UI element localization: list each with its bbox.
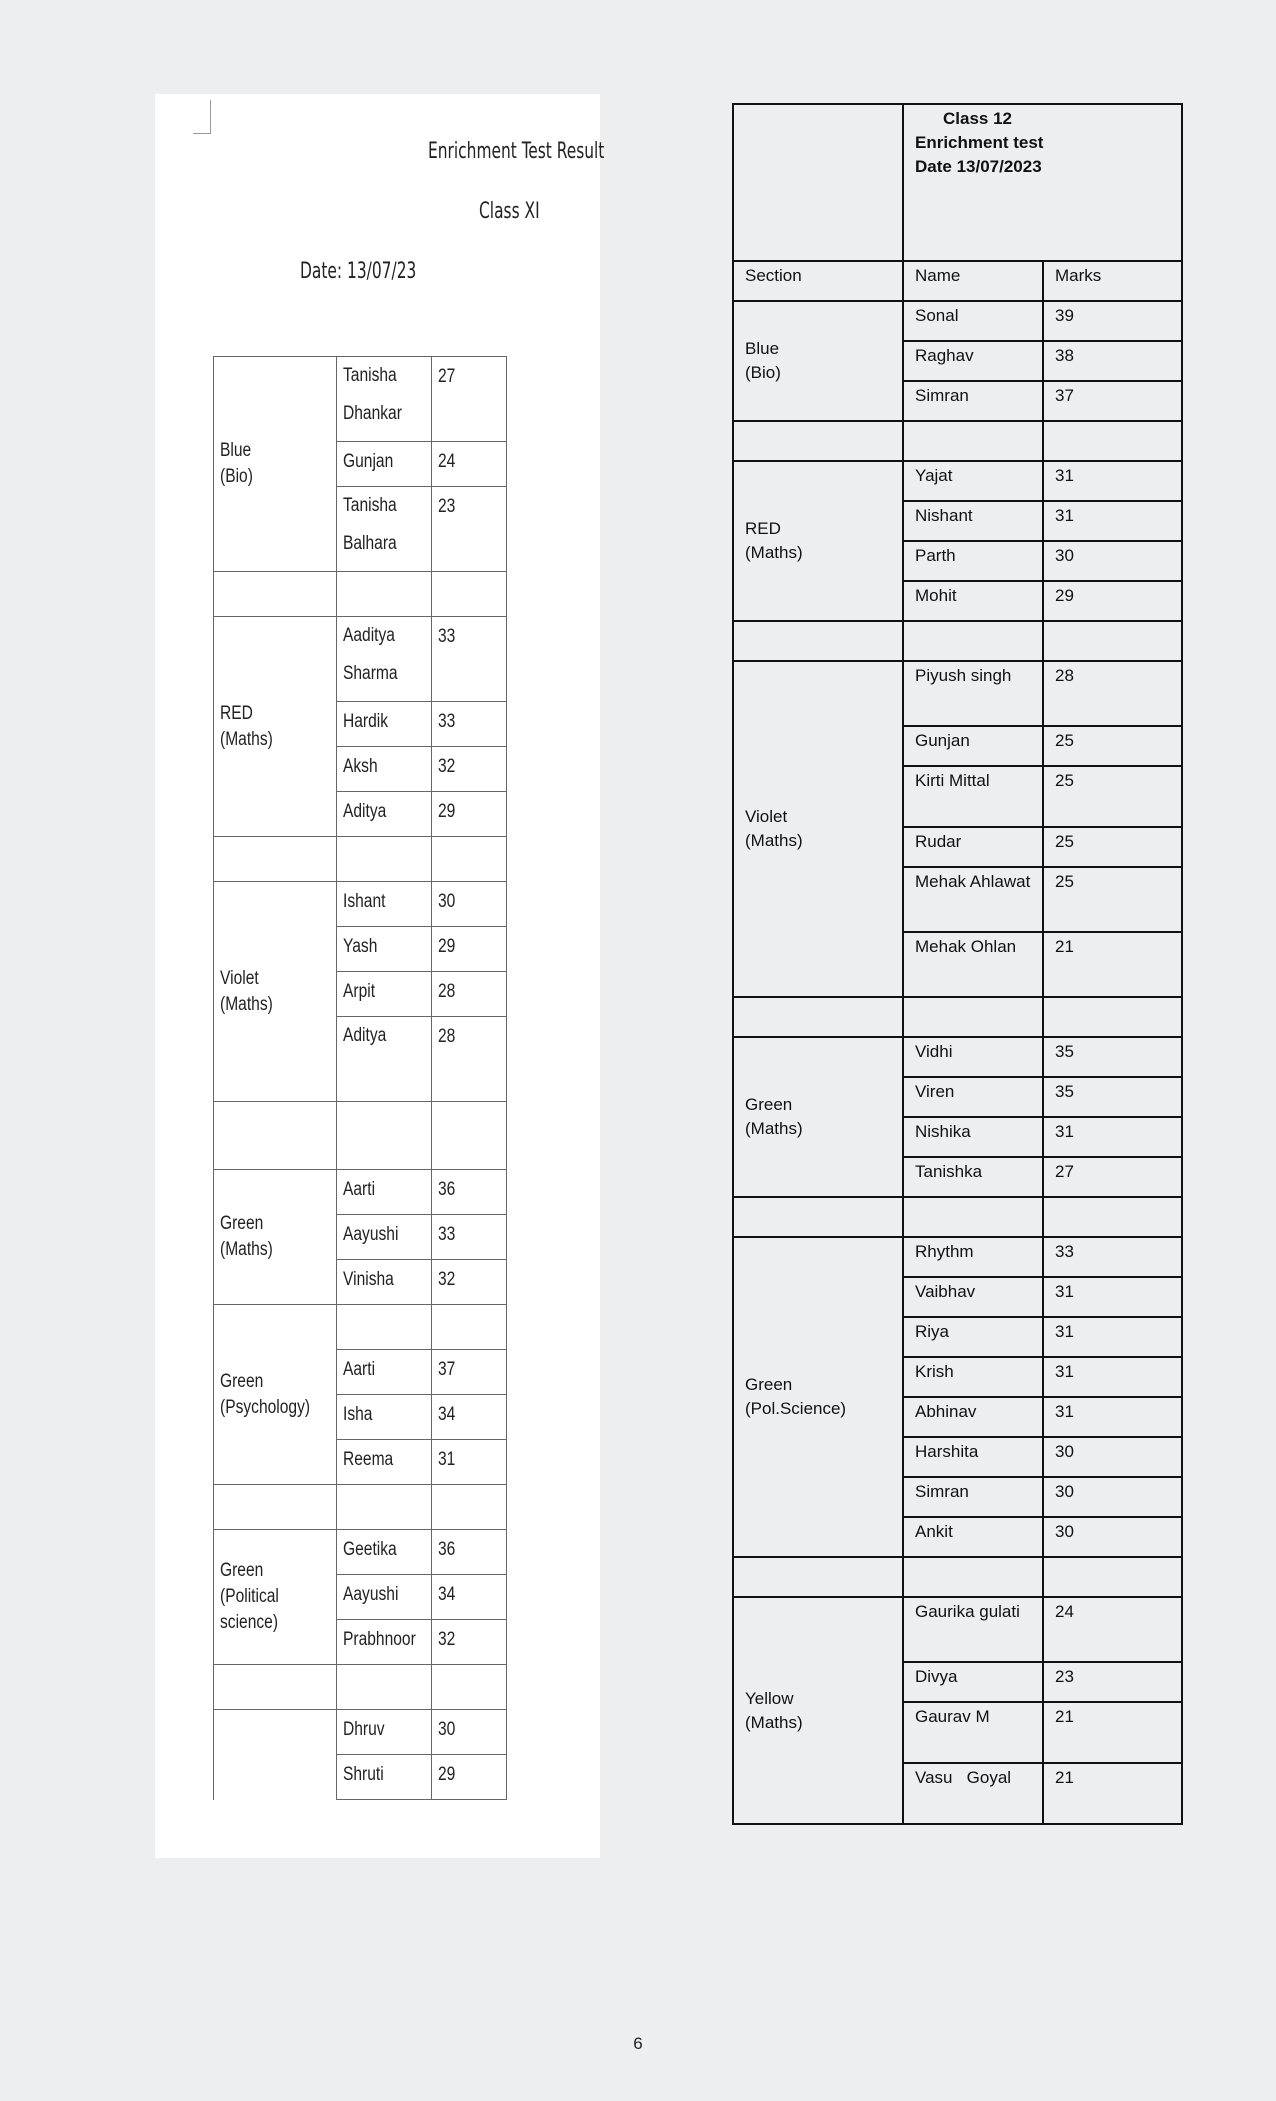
student-name-cell (336, 927, 431, 972)
student-marks: 36 (437, 1539, 456, 1560)
class-12-results-table (732, 103, 1183, 1825)
blank-cell (1043, 1197, 1182, 1237)
student-name-cell (336, 617, 431, 702)
marks-cell: 25 (1043, 827, 1182, 867)
student-marks: 29 (437, 801, 456, 822)
blank-cell (431, 1485, 506, 1530)
section-label: (Maths) (220, 1239, 273, 1260)
student-name: Aayushi (342, 1584, 399, 1605)
spacer-row (214, 1665, 507, 1710)
blank-cell (336, 1665, 431, 1710)
student-name: Arpit (342, 981, 375, 1002)
marks-cell: 31 (1043, 1117, 1182, 1157)
section-label: Yellow (745, 1688, 794, 1708)
section-cell (214, 1530, 337, 1665)
student-name-cell: Yajat (903, 461, 1043, 501)
left-date: Date: 13/07/23 (300, 259, 417, 284)
marks-cell (431, 1017, 506, 1102)
table-row (733, 301, 1182, 341)
blank-cell (733, 421, 903, 461)
student-marks: 34 (437, 1584, 456, 1605)
student-name-cell: Vidhi (903, 1037, 1043, 1077)
section-label: Green (220, 1560, 264, 1581)
heading-date: Date 13/07/2023 (915, 157, 1042, 176)
marks-cell (431, 1170, 506, 1215)
heading-cell (903, 104, 1182, 261)
blank-cell (903, 1557, 1043, 1597)
section-label: RED (220, 702, 253, 724)
spacer-row (214, 1485, 507, 1530)
student-name-cell (336, 792, 431, 837)
column-header-section: Section (733, 261, 903, 301)
student-marks: 30 (437, 1719, 456, 1740)
section-label: Green (220, 1370, 264, 1392)
marks-cell: 35 (1043, 1037, 1182, 1077)
student-name: Tanisha Dhankar (342, 365, 402, 424)
table-row (733, 461, 1182, 501)
marks-cell (431, 1440, 506, 1485)
section-label: (Maths) (745, 831, 803, 850)
blank-cell (336, 837, 431, 882)
marks-cell (431, 1215, 506, 1260)
spacer-row (733, 997, 1182, 1037)
blank-cell (336, 572, 431, 617)
student-marks: 33 (437, 1224, 456, 1245)
student-marks: 28 (437, 981, 456, 1002)
student-name: Reema (342, 1449, 394, 1470)
student-name-cell: Piyush singh (903, 661, 1043, 726)
student-marks: 29 (437, 1764, 456, 1785)
student-name-cell (336, 1017, 431, 1102)
student-name-cell (336, 1215, 431, 1260)
student-name-cell: Vasu Goyal (903, 1763, 1043, 1824)
student-name: Prabhnoor (342, 1629, 416, 1650)
section-label: Violet (745, 807, 788, 826)
student-name-cell: Harshita (903, 1437, 1043, 1477)
section-cell (214, 1305, 337, 1485)
section-cell (214, 882, 337, 1102)
blank-cell (431, 572, 506, 617)
student-marks: 31 (437, 1449, 456, 1470)
marks-cell: 28 (1043, 661, 1182, 726)
table-row (733, 1597, 1182, 1662)
student-name-cell: Simran (903, 1477, 1043, 1517)
blank-cell (1043, 421, 1182, 461)
marks-cell: 24 (1043, 1597, 1182, 1662)
marks-cell (431, 1395, 506, 1440)
page-number: 6 (633, 2034, 643, 2053)
student-marks: 32 (437, 1269, 456, 1290)
marks-cell: 31 (1043, 1277, 1182, 1317)
student-name-cell: Parth (903, 541, 1043, 581)
blank-cell (214, 1102, 337, 1170)
student-name: Aaditya Sharma (342, 625, 398, 684)
marks-cell: 25 (1043, 867, 1182, 932)
section-label: RED (745, 519, 781, 538)
student-name-cell (336, 442, 431, 487)
section-label: science) (220, 1612, 279, 1633)
spacer-row (214, 837, 507, 882)
marks-cell: 21 (1043, 932, 1182, 997)
blank-cell (431, 837, 506, 882)
marks-cell: 31 (1043, 501, 1182, 541)
student-name: Aditya (342, 1025, 387, 1046)
table-row (214, 1170, 507, 1215)
blank-cell (903, 421, 1043, 461)
marks-cell (431, 1620, 506, 1665)
blank-cell (903, 997, 1043, 1037)
spacer-row (214, 1102, 507, 1170)
marks-cell: 31 (1043, 1397, 1182, 1437)
student-name-cell: Ankit (903, 1517, 1043, 1557)
table-heading-row (733, 104, 1182, 261)
student-marks: 28 (437, 1026, 456, 1047)
table-row (214, 1710, 507, 1755)
blank-cell (733, 1557, 903, 1597)
section-label: Blue (745, 339, 780, 358)
section-cell (733, 661, 903, 997)
marks-cell: 27 (1043, 1157, 1182, 1197)
student-marks: 32 (437, 1629, 456, 1650)
blank-cell (214, 572, 337, 617)
section-label: (Bio) (745, 363, 781, 382)
marks-cell (431, 747, 506, 792)
section-label: Green (745, 1375, 793, 1394)
section-label: (Bio) (220, 466, 253, 487)
student-name-cell (336, 1575, 431, 1620)
marks-cell: 33 (1043, 1237, 1182, 1277)
spacer-row (733, 621, 1182, 661)
student-name: Geetika (342, 1539, 397, 1560)
heading-blank-cell (733, 104, 903, 261)
blank-cell (336, 1305, 431, 1350)
section-label: Violet (220, 967, 259, 989)
blank-cell (903, 621, 1043, 661)
section-cell (733, 1597, 903, 1824)
section-label: (Maths) (220, 993, 273, 1015)
student-marks: 33 (437, 711, 456, 732)
student-name-cell: Viren (903, 1077, 1043, 1117)
student-name-cell: Divya (903, 1662, 1043, 1702)
page-corner-mark (193, 100, 211, 134)
student-name: Aditya (342, 801, 387, 822)
marks-cell (431, 442, 506, 487)
student-name-cell: Mehak Ohlan (903, 932, 1043, 997)
student-name-cell (336, 702, 431, 747)
section-label: (Maths) (745, 1712, 803, 1732)
student-name-cell: Sonal (903, 301, 1043, 341)
marks-cell: 38 (1043, 341, 1182, 381)
student-name-cell (336, 1350, 431, 1395)
marks-cell: 31 (1043, 1317, 1182, 1357)
marks-cell (431, 1755, 506, 1800)
blank-cell (431, 1305, 506, 1350)
marks-cell (431, 617, 506, 702)
left-class-label: Class XI (479, 199, 540, 224)
student-name-cell: Vaibhav (903, 1277, 1043, 1317)
section-label: (Maths) (745, 1119, 803, 1138)
student-name-cell (336, 1620, 431, 1665)
table-row (733, 661, 1182, 726)
student-name: Aayushi (342, 1224, 399, 1245)
blank-cell (431, 1665, 506, 1710)
student-name-cell (336, 972, 431, 1017)
student-marks: 30 (437, 891, 456, 912)
marks-cell: 25 (1043, 726, 1182, 766)
marks-cell: 30 (1043, 541, 1182, 581)
blank-cell (431, 1102, 506, 1170)
student-name-cell: Tanishka (903, 1157, 1043, 1197)
section-label: Blue (220, 440, 252, 461)
student-name-cell: Raghav (903, 341, 1043, 381)
section-cell (214, 617, 337, 837)
student-name-cell (336, 1710, 431, 1755)
marks-cell (431, 882, 506, 927)
student-name-cell (336, 1440, 431, 1485)
student-marks: 37 (437, 1359, 456, 1380)
student-marks: 33 (437, 626, 456, 647)
student-name-cell: Rhythm (903, 1237, 1043, 1277)
student-name: Aarti (342, 1179, 375, 1200)
student-name-cell (336, 1755, 431, 1800)
marks-cell (431, 792, 506, 837)
marks-cell: 30 (1043, 1477, 1182, 1517)
left-title: Enrichment Test Result (428, 139, 605, 164)
marks-cell: 21 (1043, 1763, 1182, 1824)
student-name-cell (336, 1395, 431, 1440)
student-name-cell: Gaurika gulati (903, 1597, 1043, 1662)
marks-cell (431, 1350, 506, 1395)
blank-cell (1043, 621, 1182, 661)
table-row (733, 1037, 1182, 1077)
blank-cell (1043, 1557, 1182, 1597)
student-marks: 23 (437, 496, 456, 517)
student-name: Tanisha Balhara (342, 495, 397, 554)
marks-cell: 23 (1043, 1662, 1182, 1702)
blank-cell (214, 837, 337, 882)
column-header-row (733, 261, 1182, 301)
student-name: Aarti (342, 1359, 375, 1380)
marks-cell: 39 (1043, 301, 1182, 341)
blank-cell (214, 1485, 337, 1530)
student-name-cell: Nishika (903, 1117, 1043, 1157)
marks-cell (431, 1530, 506, 1575)
marks-cell (431, 487, 506, 572)
section-label: (Pol.Science) (745, 1399, 847, 1418)
column-header-name: Name (903, 261, 1043, 301)
student-marks: 32 (437, 756, 456, 777)
student-name: Yash (342, 936, 378, 957)
student-marks: 24 (437, 451, 456, 472)
student-name-cell (336, 747, 431, 792)
student-name-cell: Kirti Mittal (903, 766, 1043, 827)
marks-cell (431, 357, 506, 442)
blank-cell (733, 997, 903, 1037)
student-name-cell: Rudar (903, 827, 1043, 867)
student-name-cell (336, 1170, 431, 1215)
student-name-cell: Riya (903, 1317, 1043, 1357)
blank-cell (336, 1102, 431, 1170)
marks-cell: 25 (1043, 766, 1182, 827)
table-row (214, 882, 507, 927)
marks-cell: 31 (1043, 461, 1182, 501)
spacer-row (733, 1557, 1182, 1597)
marks-cell: 30 (1043, 1437, 1182, 1477)
marks-cell (431, 702, 506, 747)
marks-cell: 29 (1043, 581, 1182, 621)
section-label: (Political (220, 1586, 279, 1607)
section-cell (214, 1710, 337, 1800)
student-name-cell: Nishant (903, 501, 1043, 541)
student-name: Isha (342, 1404, 373, 1425)
marks-cell: 30 (1043, 1517, 1182, 1557)
scanned-class-xi-result-sheet (155, 94, 605, 1858)
heading-test: Enrichment test (915, 133, 1044, 152)
class-xi-results-table (213, 356, 507, 1800)
marks-cell (431, 1260, 506, 1305)
section-label: Green (220, 1213, 264, 1234)
section-cell (733, 1037, 903, 1197)
student-name-cell (336, 357, 431, 442)
student-name: Ishant (342, 891, 386, 912)
student-name-cell (336, 1530, 431, 1575)
blank-cell (336, 1485, 431, 1530)
column-header-marks: Marks (1043, 261, 1182, 301)
student-name-cell: Abhinav (903, 1397, 1043, 1437)
student-name-cell: Krish (903, 1357, 1043, 1397)
student-marks: 29 (437, 936, 456, 957)
section-cell (214, 357, 337, 572)
student-name-cell (336, 1260, 431, 1305)
section-cell (733, 461, 903, 621)
marks-cell: 35 (1043, 1077, 1182, 1117)
marks-cell: 21 (1043, 1702, 1182, 1763)
student-name-cell: Mehak Ahlawat (903, 867, 1043, 932)
marks-cell (431, 927, 506, 972)
student-name: Shruti (342, 1764, 384, 1785)
blank-cell (733, 621, 903, 661)
student-marks: 36 (437, 1179, 456, 1200)
blank-cell (1043, 997, 1182, 1037)
student-name-cell (336, 882, 431, 927)
student-name-cell: Gunjan (903, 726, 1043, 766)
student-name: Vinisha (342, 1269, 394, 1290)
heading-class: Class 12 (943, 109, 1012, 128)
student-name: Hardik (342, 711, 388, 732)
blank-cell (214, 1665, 337, 1710)
student-name-cell: Simran (903, 381, 1043, 421)
spacer-row (214, 572, 507, 617)
section-cell (214, 1170, 337, 1305)
marks-cell (431, 1710, 506, 1755)
spacer-row (733, 421, 1182, 461)
student-name: Gunjan (342, 451, 394, 472)
table-row (733, 1237, 1182, 1277)
spacer-row (733, 1197, 1182, 1237)
section-label: (Maths) (220, 728, 273, 750)
table-row (214, 617, 507, 702)
student-name-cell: Gaurav M (903, 1702, 1043, 1763)
section-label: (Maths) (745, 543, 803, 562)
marks-cell: 31 (1043, 1357, 1182, 1397)
section-label: Green (745, 1095, 793, 1114)
student-name-cell (336, 487, 431, 572)
marks-cell (431, 972, 506, 1017)
student-marks: 27 (437, 366, 456, 387)
section-cell (733, 1237, 903, 1557)
marks-cell: 37 (1043, 381, 1182, 421)
table-row (214, 1305, 507, 1350)
blank-cell (903, 1197, 1043, 1237)
student-name: Aksh (342, 756, 378, 777)
table-row (214, 357, 507, 442)
blank-cell (733, 1197, 903, 1237)
section-label: (Psychology) (220, 1396, 311, 1418)
student-name-cell: Mohit (903, 581, 1043, 621)
table-row (214, 1530, 507, 1575)
marks-cell (431, 1575, 506, 1620)
student-marks: 34 (437, 1404, 456, 1425)
student-name: Dhruv (342, 1719, 385, 1740)
section-cell (733, 301, 903, 421)
